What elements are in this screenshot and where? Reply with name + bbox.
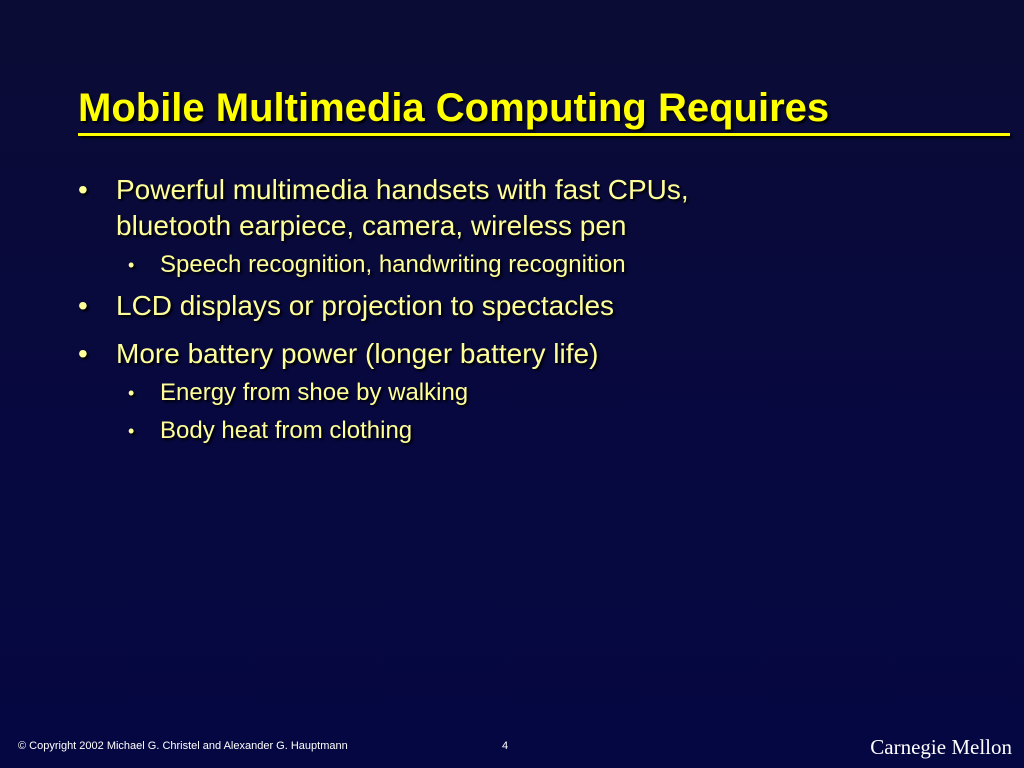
sub-bullet-dot-icon: • <box>128 383 135 403</box>
bullet-dot-icon: • <box>78 290 88 321</box>
sub-bullet-text: Body heat from clothing <box>160 417 413 444</box>
bullet-list <box>78 172 978 454</box>
bullet-text-line: Powerful multimedia handsets with fast CPUs, <box>116 174 689 205</box>
title-underline <box>78 133 1010 136</box>
slide-title: Mobile Multimedia Computing Requires <box>78 86 830 130</box>
bullet-text-line: LCD displays or projection to spectacles <box>116 290 615 321</box>
bullet-text-line: More battery power (longer battery life) <box>116 338 599 369</box>
footer-copyright: © Copyright 2002 Michael G. Christel and Alexander G. Hauptmann <box>18 740 348 752</box>
page-number: 4 <box>502 740 509 752</box>
sub-bullet-item <box>78 378 978 408</box>
bullet-item <box>78 336 978 372</box>
sub-bullet-item <box>78 250 978 280</box>
bullet-text-line: bluetooth earpiece, camera, wireless pen <box>116 210 627 241</box>
sub-bullet-dot-icon: • <box>128 421 135 441</box>
sub-bullet-text: Energy from shoe by walking <box>160 379 469 406</box>
bullet-dot-icon: • <box>78 174 88 205</box>
sub-bullet-text: Speech recognition, handwriting recognition <box>160 251 626 278</box>
bullet-dot-icon: • <box>78 338 88 369</box>
sub-bullet-dot-icon: • <box>128 255 135 275</box>
bullet-item <box>78 172 978 244</box>
bullet-item <box>78 288 978 324</box>
carnegie-mellon-logo: Carnegie Mellon <box>870 735 1012 759</box>
sub-bullet-item <box>78 416 978 446</box>
